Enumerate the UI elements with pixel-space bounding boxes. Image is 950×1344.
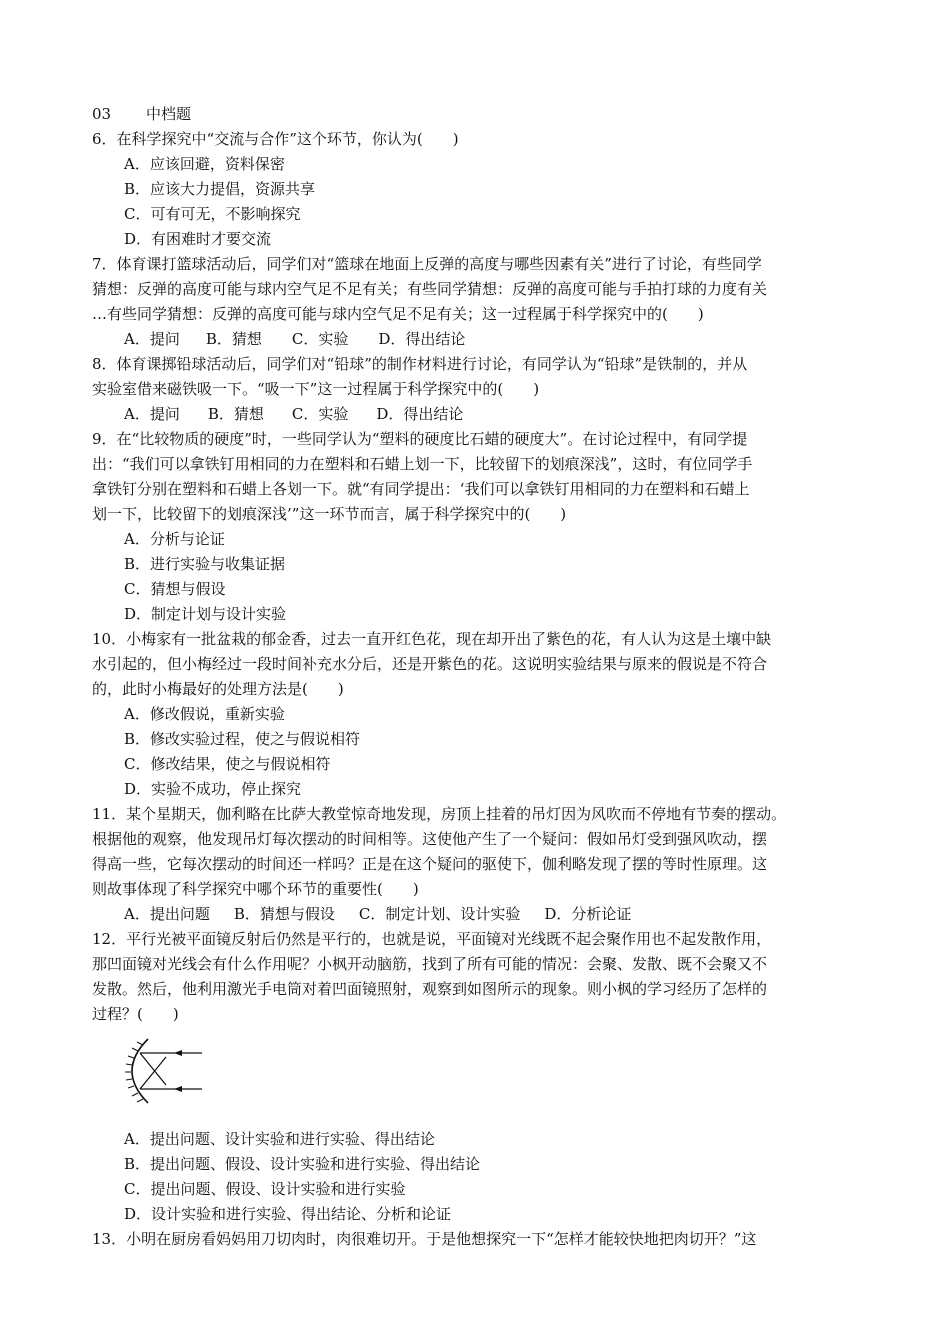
- question-10-option-b: B．修改实验过程，使之与假说相符: [124, 730, 361, 748]
- question-8-option-a: A．提问: [124, 405, 180, 423]
- question-11-stem-line: 则故事体现了科学探究中哪个环节的重要性( ): [92, 880, 419, 898]
- question-9-stem-line: 划一下，比较留下的划痕深浅’”这一环节而言，属于科学探究中的( ): [92, 505, 567, 523]
- reflected-ray-bottom: [140, 1057, 166, 1089]
- question-7-option-b: B．猜想: [205, 330, 262, 348]
- question-12-option-a: A．提出问题、设计实验和进行实验、得出结论: [124, 1130, 435, 1148]
- question-12-option-d: D．设计实验和进行实验、得出结论、分析和论证: [124, 1205, 452, 1223]
- question-9-option-b: B．进行实验与收集证据: [124, 555, 286, 573]
- question-8-options: [124, 402, 463, 427]
- question-11-option-c: C．制定计划、设计实验: [358, 905, 521, 923]
- question-12-stem-line: 12．平行光被平面镜反射后仍然是平行的，也就是说，平面镜对光线既不起会聚作用也不起发散作用，: [92, 930, 772, 948]
- concave-mirror-figure: [112, 1035, 207, 1107]
- question-11-stem-line: 根据他的观察，他发现吊灯每次摆动的时间相等。这使他产生了一个疑问：假如吊灯受到强风吹动，摆: [92, 830, 768, 848]
- arrow-top: [174, 1050, 182, 1056]
- question-12-stem-line: 那凹面镜对光线会有什么作用呢？小枫开动脑筋，找到了所有可能的情况：会聚、发散、既不会聚又不: [92, 955, 768, 973]
- question-10-stem-line: 水引起的，但小梅经过一段时间补充水分后，还是开紫色的花。这说明实验结果与原来的假说是不符合: [92, 655, 768, 673]
- question-9-stem-line: 9．在“比较物质的硬度”时，一些同学认为“塑料的硬度比石蜡的硬度大”。在讨论过程中，有同学提: [92, 430, 748, 448]
- question-7-option-c: C．实验: [291, 330, 349, 348]
- question-6-option-d: D．有困难时才要交流: [124, 230, 272, 248]
- question-6-stem: 6．在科学探究中“交流与合作”这个环节，你认为( ): [92, 130, 459, 148]
- question-9-stem-line: 拿铁钉分别在塑料和石蜡上各划一下。就“有同学提出：‘我们可以拿铁钉用相同的力在塑料和石蜡上: [92, 480, 750, 498]
- question-12-option-c: C．提出问题、假设、设计实验和进行实验: [124, 1180, 406, 1198]
- question-7-option-a: A．提问: [124, 330, 180, 348]
- question-6-option-b: B．应该大力提倡，资源共享: [124, 180, 316, 198]
- question-9-option-c: C．猜想与假设: [124, 580, 226, 598]
- question-8-option-c: C．实验: [291, 405, 349, 423]
- question-11-option-a: A．提出问题: [124, 905, 210, 923]
- question-13-stem-line: 13．小明在厨房看妈妈用刀切肉时，肉很难切开。于是他想探究一下“怎样才能较快地把肉切开？”这: [92, 1230, 757, 1248]
- reflected-ray-top: [140, 1053, 166, 1085]
- question-7-stem-line: 猜想：反弹的高度可能与球内空气足不足有关；有些同学猜想：反弹的高度可能与手拍打球的力度有关: [92, 280, 768, 298]
- question-11-options: [124, 902, 631, 927]
- question-10-stem-line: 10．小梅家有一批盆栽的郁金香，过去一直开红色花，现在却开出了紫色的花，有人认为这是土壤中缺: [92, 630, 772, 648]
- question-6-option-a: A．应该回避，资料保密: [124, 155, 285, 173]
- question-9-option-a: A．分析与论证: [124, 530, 225, 548]
- section-number: 03: [92, 105, 112, 123]
- question-8-option-b: B．猜想: [207, 405, 264, 423]
- question-10-option-d: D．实验不成功，停止探究: [124, 780, 302, 798]
- question-12-stem-line: 过程？( ): [92, 1005, 179, 1023]
- question-10-stem-line: 的，此时小梅最好的处理方法是( ): [92, 680, 344, 698]
- question-8-stem-line: 实验室借来磁铁吸一下。“吸一下”这一过程属于科学探究中的( ): [92, 380, 540, 398]
- question-8-option-d: D．得出结论: [376, 405, 464, 423]
- question-11-stem-line: 得高一些，它每次摆动的时间还一样吗？正是在这个疑问的驱使下，伽利略发现了摆的等时性原理。这: [92, 855, 768, 873]
- question-7-options: [124, 327, 465, 352]
- section-title: 中档题: [146, 105, 192, 123]
- question-8-stem-line: 8．体育课掷铅球活动后，同学们对“铅球”的制作材料进行讨论，有同学认为“铅球”是铁制的，并从: [92, 355, 748, 373]
- question-12-stem-line: 发散。然后，他利用激光手电筒对着凹面镜照射，观察到如图所示的现象。则小枫的学习经历了怎样的: [92, 980, 768, 998]
- mirror-arc: [132, 1039, 148, 1103]
- question-11-option-b: B．猜想与假设: [233, 905, 335, 923]
- question-9-option-d: D．制定计划与设计实验: [124, 605, 287, 623]
- question-6-option-c: C．可有可无，不影响探究: [124, 205, 301, 223]
- question-10-option-a: A．修改假说，重新实验: [124, 705, 285, 723]
- question-11-option-d: D．分析论证: [544, 905, 632, 923]
- question-12-option-b: B．提出问题、假设、设计实验和进行实验、得出结论: [124, 1155, 481, 1173]
- question-7-option-d: D．得出结论: [378, 330, 466, 348]
- arrow-bottom: [174, 1086, 182, 1092]
- question-9-stem-line: 出：“我们可以拿铁钉用相同的力在塑料和石蜡上划一下，比较留下的划痕深浅”，这时，有位同学手: [92, 455, 753, 473]
- question-7-stem-line: …有些同学猜想：反弹的高度可能与球内空气足不足有关；这一过程属于科学探究中的( ): [92, 305, 704, 323]
- question-11-stem-line: 11．某个星期天，伽利略在比萨大教堂惊奇地发现，房顶上挂着的吊灯因为风吹而不停地有节奏的摆动。: [92, 805, 787, 823]
- question-10-option-c: C．修改结果，使之与假说相符: [124, 755, 331, 773]
- question-7-stem-line: 7．体育课打篮球活动后，同学们对“篮球在地面上反弹的高度与哪些因素有关”进行了讨论，有些同学: [92, 255, 762, 273]
